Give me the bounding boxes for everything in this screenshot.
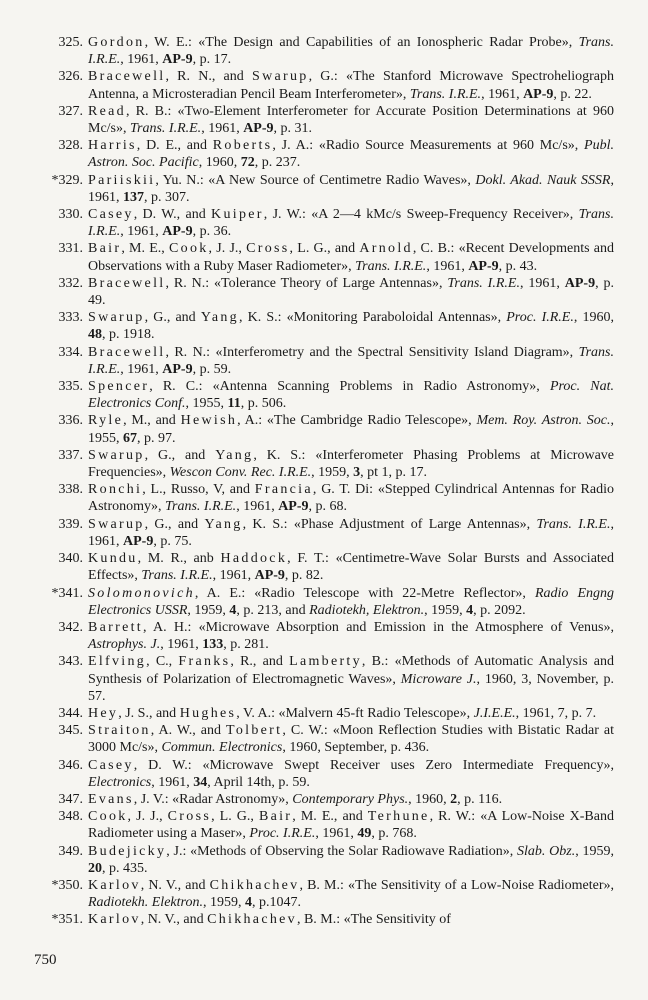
reference-number: 325. (58, 35, 83, 50)
reference-segment: , L., Russo, V, and (142, 482, 255, 498)
reference-segment: , J. A.: «Radio Source Measurements at 960 Mc/s», (272, 138, 585, 154)
reference-number: 332. (58, 275, 83, 291)
reference-segment: , R. B.: «Two-Element Interferometer for Accurate Position Determinations at 960 Mc/s», (88, 103, 614, 137)
reference-segment: Cook (88, 809, 128, 825)
reference-segment: AP-9 (468, 258, 499, 274)
reference-entry (24, 516, 614, 550)
reference-segment: Harris (88, 138, 137, 154)
reference-segment: , F. T.: «Centimetre-Wave Solar Bursts and Associated Effects», (88, 551, 615, 584)
reference-segment: , V. A.: «Malvern 45-ft Radio Telescope», (236, 705, 474, 721)
reference-number: *350. (51, 877, 83, 893)
reference-text (88, 619, 614, 653)
reference-segment: Bair (88, 241, 122, 257)
reference-entry (24, 843, 614, 877)
reference-segment: Hughes (179, 705, 237, 721)
reference-segment: J.I.E.E. (473, 705, 516, 721)
reference-segment: AP-9 (278, 499, 309, 515)
reference-entry (24, 275, 614, 309)
reference-segment: , p. 768. (371, 826, 417, 842)
reference-segment: , N. V., and (140, 912, 208, 928)
reference-segment: , p. 237. (254, 155, 301, 171)
reference-segment: , 1961, (315, 826, 358, 842)
reference-segment: , 1960, September, p. 436. (282, 740, 430, 756)
reference-segment: 48 (88, 327, 102, 343)
reference-segment: Casey (88, 757, 134, 773)
reference-segment: Solomonovich (88, 585, 195, 601)
reference-segment: Wescon Conv. Rec. I.R.E. (169, 465, 312, 481)
reference-entry (24, 550, 614, 584)
reference-segment: , p. 213, and (236, 602, 310, 618)
reference-segment: 4 (244, 895, 252, 911)
reference-text (88, 705, 614, 722)
reference-segment: Bracewell (88, 344, 166, 360)
reference-segment: , p. 36. (192, 224, 232, 240)
reference-segment: , 1959, (311, 465, 354, 481)
reference-text (88, 240, 614, 274)
reference-segment: Ryle (88, 413, 124, 429)
reference-number: 337. (58, 447, 83, 463)
reference-segment: , p. 68. (308, 499, 348, 515)
reference-segment: Trans. I.R.E. (447, 275, 520, 291)
reference-number: 345. (58, 723, 83, 739)
reference-segment: Ronchi (88, 482, 143, 498)
reference-entry (24, 791, 614, 808)
reference-segment: , J. S., and (118, 705, 180, 721)
reference-segment: Gordon (88, 35, 145, 50)
reference-segment: , p. 17. (192, 52, 232, 68)
reference-segment: , 1961, (212, 568, 255, 584)
reference-segment: , W. E.: «The Design and Capabilities of an Ionospheric Radar Probe», (144, 35, 579, 50)
reference-entry (24, 34, 614, 68)
reference-entry (24, 705, 614, 722)
reference-segment: AP-9 (523, 86, 554, 102)
reference-segment: Proc. I.R.E. (249, 826, 316, 842)
reference-segment: Publ. Astron. Soc. Pacific (88, 138, 614, 171)
reference-entry (24, 378, 614, 412)
reference-segment: Astrophys. J. (88, 637, 161, 653)
reference-text (88, 412, 614, 446)
reference-segment: Electronics (88, 774, 152, 790)
reference-segment: , B. M.: «The Sensitivity of a Low-Noise Radiometer», (299, 877, 614, 893)
reference-text (88, 309, 614, 343)
reference-segment: , 1961, 7, p. 7. (515, 705, 597, 721)
reference-segment: , 1961, (151, 774, 194, 790)
reference-text (88, 516, 614, 550)
reference-entry (24, 481, 614, 515)
reference-segment: , C., (146, 654, 179, 670)
reference-number: 348. (58, 809, 83, 825)
reference-segment: , p. 59. (192, 361, 232, 377)
reference-segment: 72 (240, 155, 255, 171)
reference-number: 336. (58, 413, 83, 429)
reference-text (88, 68, 614, 102)
reference-segment: , A. W., and (150, 723, 226, 739)
reference-segment: Haddock (220, 551, 288, 567)
reference-segment: , p. 2092. (473, 602, 526, 618)
reference-segment: Spencer (88, 379, 150, 395)
reference-segment: , 1960, (408, 791, 451, 807)
reference-segment: , N. V., and (140, 877, 210, 893)
reference-segment: 3 (353, 465, 361, 481)
reference-segment: Trans. I.R.E. (88, 207, 614, 240)
reference-segment: Bair (258, 809, 293, 825)
reference-text (88, 911, 614, 928)
reference-segment: , 1955, (88, 413, 615, 446)
reference-number: 349. (58, 843, 83, 859)
reference-text (88, 757, 614, 791)
reference-entry (24, 653, 614, 705)
reference-segment: Cross (246, 241, 290, 257)
reference-entry (24, 240, 614, 274)
reference-segment: Karlov (88, 877, 141, 893)
reference-number: *351. (51, 912, 83, 928)
reference-segment: , p. 281. (223, 637, 269, 653)
reference-segment: Pariiskii (88, 172, 156, 188)
reference-segment: Dokl. Akad. Nauk SSSR (475, 172, 611, 188)
reference-text (88, 344, 614, 378)
reference-segment: , 1961, (426, 258, 469, 274)
reference-segment: Barrett (88, 619, 143, 635)
reference-segment: Yang (215, 447, 254, 463)
reference-segment: Radiotekh, Elektron. (309, 602, 425, 618)
reference-segment: , K. S.: «Monitoring Paraboloidal Antennas», (238, 310, 507, 326)
reference-segment: , G., and (144, 447, 216, 463)
reference-segment: , p. 116. (457, 791, 503, 807)
reference-segment: 4 (229, 602, 237, 618)
reference-segment: , 1961, (120, 52, 163, 68)
reference-segment: Radiotekh. Elektron. (88, 895, 203, 911)
reference-segment: Francia (254, 482, 313, 498)
reference-segment: AP-9 (162, 361, 193, 377)
reference-text (88, 447, 614, 481)
reference-text (88, 137, 614, 171)
reference-text (88, 791, 614, 808)
reference-segment: , p. 43. (498, 258, 538, 274)
reference-segment: Bracewell (88, 275, 166, 291)
reference-segment: Chikhachev (207, 912, 297, 928)
reference-segment: AP-9 (243, 121, 274, 137)
reference-segment: Kuiper (211, 207, 264, 223)
reference-segment: 20 (88, 860, 102, 876)
reference-list (24, 34, 614, 929)
reference-segment: Karlov (88, 912, 141, 928)
reference-segment: , p. 435. (102, 860, 148, 876)
reference-number: 333. (58, 310, 83, 326)
reference-segment: 67 (123, 430, 137, 446)
reference-segment: Swarup (88, 447, 145, 463)
reference-segment: , D. W., and (133, 207, 212, 223)
reference-segment: , M. E., (121, 241, 169, 257)
reference-text (88, 103, 614, 137)
reference-segment: 4 (466, 602, 474, 618)
reference-segment: , 1961, (160, 637, 203, 653)
reference-segment: Trans. I.R.E. (130, 121, 202, 137)
reference-number: 328. (58, 138, 83, 154)
reference-text (88, 172, 614, 206)
reference-segment: Terhune (367, 809, 430, 825)
reference-entry (24, 206, 614, 240)
page-number: 750 (34, 952, 57, 968)
reference-number: 326. (58, 69, 83, 85)
reference-entry (24, 585, 614, 619)
reference-segment: , G. T. Di: «Stepped Cylindrical Antennas for Radio Astronomy», (88, 482, 614, 515)
reference-number: 346. (58, 757, 83, 773)
reference-segment: , G.: «The Stanford Microwave Spectroheliograph Antenna, a Microsteradian Pencil Beam Interferometer», (88, 69, 614, 102)
reference-segment: , Yu. N.: «A New Source of Centimetre Radio Waves», (155, 172, 476, 188)
reference-segment: , 1955, (185, 396, 228, 412)
reference-segment: , p. 22. (553, 86, 592, 102)
reference-entry (24, 808, 614, 842)
reference-segment: , 1959, (575, 843, 614, 859)
reference-segment: Proc. I.R.E. (506, 310, 574, 326)
reference-segment: Cook (169, 241, 209, 257)
reference-segment: , 1961, (88, 172, 614, 205)
reference-segment: Microware J. (400, 671, 477, 687)
reference-entry (24, 619, 614, 653)
reference-segment: , 1959, (424, 602, 467, 618)
reference-segment: , L. G., (211, 809, 259, 825)
reference-text (88, 34, 614, 68)
reference-segment: 133 (202, 637, 224, 653)
reference-segment: , 1960, 3, November, p. 57. (88, 671, 614, 704)
reference-segment: 49 (357, 826, 372, 842)
reference-segment: , p. 1918. (102, 327, 155, 343)
reference-segment: , J. W.: «A 2—4 kMc/s Sweep-Frequency Receiver», (263, 207, 579, 223)
reference-segment: , 1959, (202, 895, 245, 911)
reference-segment: , 1961, (201, 121, 244, 137)
reference-segment: , D. E., and (136, 138, 213, 154)
reference-entry (24, 172, 614, 206)
reference-entry (24, 412, 614, 446)
reference-segment: , R., and (230, 654, 290, 670)
reference-text (88, 481, 614, 515)
reference-text (88, 653, 614, 705)
reference-segment: 34 (193, 774, 208, 790)
reference-segment: , p. 49. (88, 275, 614, 309)
reference-text (88, 808, 614, 842)
reference-segment: Trans. I.R.E. (165, 499, 237, 515)
reference-segment: , R. W.: «A Low-Noise X-Band Radiometer using a Maser», (88, 809, 614, 842)
reference-segment: , R. N.: «Interferometry and the Spectral Sensitivity Island Diagram», (165, 344, 579, 360)
reference-segment: Arnold (359, 241, 413, 257)
reference-segment: Budejicky (88, 843, 167, 859)
reference-number: 340. (58, 551, 83, 567)
reference-segment: Franks (178, 654, 231, 670)
reference-segment: Contemporary Phys. (292, 791, 409, 807)
reference-segment: , M., and (123, 413, 181, 429)
reference-text (88, 877, 614, 911)
reference-segment: Read (88, 103, 126, 119)
reference-segment: , 1961, (236, 499, 279, 515)
reference-segment: Lamberty (289, 654, 362, 670)
reference-number: *341. (51, 585, 83, 601)
reference-segment: , 1960, (573, 310, 615, 326)
reference-segment: Trans. I.R.E. (409, 86, 482, 102)
reference-segment: , p. 506. (240, 396, 287, 412)
reference-segment: , B.: «Methods of Automatic Analysis and Synthesis of Polarization of Electromagnetic Waves», (88, 654, 614, 687)
reference-number: 338. (58, 482, 83, 498)
reference-segment: Swarup (88, 516, 145, 532)
reference-segment: Straiton (88, 723, 151, 739)
reference-segment: , M. E., and (292, 809, 368, 825)
reference-segment: Radio Engng Electronics USSR (88, 585, 614, 618)
reference-segment: , L. G., and (289, 241, 360, 257)
reference-segment: Swarup (88, 310, 145, 326)
reference-segment: , A. E.: «Radio Telescope with 22-Metre Reflector», (194, 585, 535, 601)
reference-segment: , R. N., and (165, 69, 252, 85)
reference-text (88, 585, 614, 619)
reference-number: 335. (58, 379, 83, 395)
reference-number: 330. (58, 207, 83, 223)
reference-entry (24, 722, 614, 756)
reference-entry (24, 68, 614, 102)
reference-segment: Evans (88, 791, 134, 807)
reference-segment: , 1961, (120, 361, 163, 377)
reference-text (88, 843, 614, 877)
reference-segment: Chikhachev (209, 877, 300, 893)
reference-segment: Hey (88, 705, 119, 721)
reference-segment: , M. R., anb (137, 551, 221, 567)
reference-segment: Hewish (180, 413, 238, 429)
reference-segment: , B. M.: «The Sensitivity of (296, 912, 451, 928)
reference-segment: Commun. Electronics (161, 740, 283, 756)
reference-segment: , April 14th, p. 59. (207, 774, 310, 790)
reference-segment: , K. S.: «Phase Adjustment of Large Antennas», (242, 516, 537, 532)
reference-segment: , 1960, (198, 155, 241, 171)
reference-number: 344. (58, 705, 83, 721)
reference-segment: AP-9 (162, 52, 193, 68)
reference-text (88, 206, 614, 240)
reference-segment: AP-9 (564, 275, 596, 291)
reference-segment: Kundu (88, 551, 138, 567)
reference-segment: Trans. I.R.E. (88, 35, 614, 68)
reference-segment: , 1959, (187, 602, 230, 618)
reference-segment: Trans. I.R.E. (88, 344, 614, 377)
reference-segment: Casey (88, 207, 134, 223)
reference-segment: Bracewell (88, 69, 166, 85)
reference-segment: Mem. Roy. Astron. Soc. (476, 413, 611, 429)
reference-segment: , J. V.: «Radar Astronomy», (133, 791, 293, 807)
reference-segment: , p. 82. (284, 568, 324, 584)
reference-segment: 11 (227, 396, 241, 412)
reference-segment: Cross (167, 809, 212, 825)
reference-segment: , D. W.: «Microwave Swept Receiver uses Zero Intermediate Frequency», (133, 757, 614, 773)
reference-entry (24, 877, 614, 911)
reference-segment: Trans. I.R.E. (355, 258, 427, 274)
reference-entry (24, 137, 614, 171)
reference-entry (24, 447, 614, 481)
reference-segment: , p.1047. (251, 895, 301, 911)
reference-segment: , p. 31. (273, 121, 313, 137)
reference-segment: Elfving (88, 654, 147, 670)
reference-segment: , A. H.: «Microwave Absorption and Emission in the Atmosphere of Venus», (142, 619, 614, 635)
reference-segment: Yang (204, 516, 243, 532)
reference-segment: Trans. I.R.E. (141, 568, 213, 584)
reference-segment: , 1961, (120, 224, 163, 240)
reference-number: 334. (58, 344, 83, 360)
reference-number: 339. (58, 516, 83, 532)
reference-segment: 2 (450, 791, 458, 807)
reference-segment: AP-9 (123, 533, 154, 549)
reference-segment: Slab. Obz. (517, 843, 576, 859)
reference-segment: , 1961, (88, 516, 614, 549)
reference-segment: , C. W.: «Moon Reflection Studies with Bistatic Radar at 3000 Mc/s», (88, 723, 614, 756)
reference-text (88, 550, 614, 584)
reference-segment: , G., and (144, 516, 205, 532)
reference-segment: , G., and (144, 310, 201, 326)
reference-segment: , J. J., (127, 809, 168, 825)
reference-entry (24, 757, 614, 791)
reference-number: 347. (58, 791, 83, 807)
reference-segment: AP-9 (254, 568, 285, 584)
reference-segment: Tolbert (226, 723, 283, 739)
reference-segment: , A.: «The Cambridge Radio Telescope», (237, 413, 477, 429)
reference-segment: , C. B.: «Recent Developments and Observations with a Ruby Maser Radiometer», (88, 241, 614, 274)
reference-segment: Trans. I.R.E. (536, 516, 611, 532)
reference-segment: AP-9 (162, 224, 193, 240)
reference-segment: , J. J., (208, 241, 247, 257)
reference-segment: 137 (123, 189, 144, 205)
reference-number: 331. (58, 241, 83, 257)
reference-text (88, 378, 614, 412)
reference-text (88, 275, 614, 309)
reference-segment: Roberts (212, 138, 273, 154)
reference-entry (24, 911, 614, 928)
reference-segment: , R. C.: «Antenna Scanning Problems in Radio Astronomy», (149, 379, 550, 395)
reference-segment: , 1961, (481, 86, 524, 102)
reference-segment: , p. 75. (153, 533, 192, 549)
reference-entry (24, 103, 614, 137)
reference-text (88, 722, 614, 756)
reference-entry (24, 309, 614, 343)
reference-segment: , p. 97. (137, 430, 176, 446)
reference-segment: , pt 1, p. 17. (360, 465, 428, 481)
reference-segment: , R. N.: «Tolerance Theory of Large Antennas», (165, 275, 448, 291)
reference-number: 343. (58, 654, 83, 670)
reference-number: 342. (58, 619, 83, 635)
reference-entry (24, 344, 614, 378)
reference-segment: , J.: «Methods of Observing the Solar Radiowave Radiation», (166, 843, 518, 859)
reference-number: *329. (51, 172, 83, 188)
reference-segment: Swarup (251, 69, 309, 85)
reference-segment: , 1961, (519, 275, 565, 291)
reference-segment: , K. S.: «Interferometer Phasing Problems at Microwave Frequencies», (88, 447, 614, 481)
reference-segment: , p. 307. (144, 189, 190, 205)
reference-number: 327. (58, 103, 83, 119)
reference-segment: Proc. Nat. Electronics Conf. (88, 379, 615, 412)
reference-segment: Yang (200, 310, 239, 326)
